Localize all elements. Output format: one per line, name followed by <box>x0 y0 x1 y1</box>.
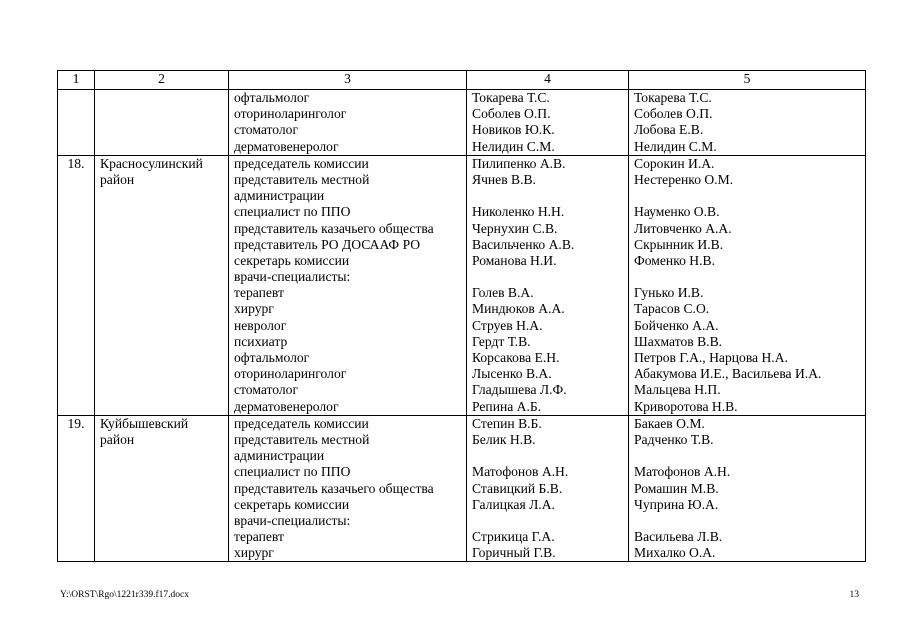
cell-line: секретарь комиссии <box>234 496 350 512</box>
cell-line: представитель РО ДОСААФ РО <box>234 236 421 252</box>
cell-line: Нелидин С.М. <box>634 138 717 154</box>
table-row <box>58 155 866 415</box>
header-cell: 4 <box>467 71 629 90</box>
cell-line: стоматолог <box>234 382 299 398</box>
cell-line: Нестеренко О.М. <box>634 171 734 187</box>
cell-line: Ячнев В.В. <box>472 171 536 187</box>
cell-line: офтальмолог <box>234 90 310 105</box>
cell-line: терапевт <box>234 529 284 545</box>
cell-line: Токарева Т.С. <box>472 90 550 105</box>
cell-line: Тарасов С.О. <box>634 301 710 317</box>
cell-line: дерматовенеролог <box>234 398 339 414</box>
cell-line: Горичный Г.В. <box>472 545 556 561</box>
cell-line <box>472 513 623 529</box>
reserve-cell <box>629 90 866 156</box>
cell-line: Петров Г.А., Нарцова Н.А. <box>634 350 788 365</box>
cell-line: оториноларинголог <box>234 106 347 122</box>
district-cell <box>95 155 229 415</box>
cell-line: терапевт <box>234 285 284 301</box>
cell-line: Чернухин С.В. <box>472 220 558 236</box>
cell-line: Васильева Л.В. <box>634 529 723 545</box>
cell-line: район <box>100 431 135 447</box>
district-cell <box>95 90 229 156</box>
role-cell <box>229 155 467 415</box>
cell-line: Фоменко Н.В. <box>634 252 715 268</box>
cell-line: администрации <box>234 188 325 204</box>
cell-line: Репина А.Б. <box>472 398 542 414</box>
header-cell: 2 <box>95 71 229 90</box>
cell-line <box>634 188 860 204</box>
cell-line: Ставицкий Б.В. <box>472 480 563 496</box>
cell-line: Гердт Т.В. <box>472 333 531 349</box>
cell-line: представитель местной <box>234 171 370 187</box>
district-cell <box>95 415 229 562</box>
cell-line: Стрикица Г.А. <box>472 529 555 545</box>
cell-line: администрации <box>234 448 325 464</box>
cell-line: Токарева Т.С. <box>634 90 712 105</box>
cell-line: председатель комиссии <box>234 155 369 171</box>
cell-line <box>634 513 860 529</box>
cell-line: Мальцева Н.П. <box>634 382 721 398</box>
cell-line: Криворотова Н.В. <box>634 398 738 414</box>
cell-line: Бойченко А.А. <box>634 317 719 333</box>
cell-line: Новиков Ю.К. <box>472 122 555 138</box>
cell-line <box>472 188 623 204</box>
cell-line: Михалко О.А. <box>634 545 716 561</box>
table-row <box>58 415 866 562</box>
cell-line: Матофонов А.Н. <box>472 464 569 480</box>
member-cell <box>467 90 629 156</box>
cell-line: невролог <box>234 317 287 333</box>
cell-line: Куйбышевский <box>100 415 189 431</box>
row-number-cell: 19. <box>58 415 95 562</box>
cell-line <box>634 448 860 464</box>
cell-line: Шахматов В.В. <box>634 333 723 349</box>
reserve-cell <box>629 415 866 562</box>
footer-page-number: 13 <box>849 590 859 600</box>
cell-line: Бакаев О.М. <box>634 415 705 431</box>
cell-line: специалист по ППО <box>234 204 351 220</box>
row-number-cell <box>58 90 95 156</box>
cell-line: Соболев О.П. <box>634 106 713 122</box>
cell-line: Литовченко А.А. <box>634 220 732 236</box>
role-cell <box>229 415 467 562</box>
header-cell: 3 <box>229 71 467 90</box>
member-cell <box>467 415 629 562</box>
cell-line: Корсакова Е.Н. <box>472 350 560 365</box>
table-row <box>58 90 866 156</box>
commission-table <box>57 70 866 562</box>
footer-file-path: Y:\ORST\Rgo\1221r339.f17.docx <box>60 590 189 600</box>
cell-line: Лысенко В.А. <box>472 366 552 382</box>
cell-line: Радченко Т.В. <box>634 431 714 447</box>
reserve-cell <box>629 155 866 415</box>
cell-line: секретарь комиссии <box>234 252 350 268</box>
cell-line: Гладышева Л.Ф. <box>472 382 567 398</box>
cell-line: Соболев О.П. <box>472 106 551 122</box>
cell-line: психиатр <box>234 333 288 349</box>
role-cell <box>229 90 467 156</box>
cell-line: Белик Н.В. <box>472 431 536 447</box>
cell-line: специалист по ППО <box>234 464 351 480</box>
header-row <box>58 71 866 90</box>
cell-line <box>472 269 623 285</box>
cell-line: представитель казачьего общества <box>234 220 434 236</box>
header-cell: 1 <box>58 71 95 90</box>
cell-line: хирург <box>234 545 274 561</box>
cell-line: Науменко О.В. <box>634 204 720 220</box>
cell-line: врачи-специалисты: <box>234 512 351 528</box>
cell-line: Абакумова И.Е., Васильева И.А. <box>634 366 822 382</box>
cell-line: представитель местной <box>234 431 370 447</box>
cell-line: врачи-специалисты: <box>234 269 351 285</box>
cell-line <box>634 269 860 285</box>
cell-line: Гунько И.В. <box>634 285 704 301</box>
cell-line: Красносулинский <box>100 155 203 171</box>
cell-line: Миндюков А.А. <box>472 301 565 317</box>
header-cell: 5 <box>629 71 866 90</box>
cell-line: Матофонов А.Н. <box>634 464 731 480</box>
cell-line: Романова Н.И. <box>472 252 557 268</box>
cell-line: представитель казачьего общества <box>234 480 434 496</box>
cell-line: Пилипенко А.В. <box>472 155 566 171</box>
cell-line: оториноларинголог <box>234 366 347 382</box>
cell-line: Струев Н.А. <box>472 317 543 333</box>
cell-line: Сорокин И.А. <box>634 155 715 171</box>
cell-line: дерматовенеролог <box>234 138 339 154</box>
cell-line: Скрынник И.В. <box>634 236 724 252</box>
cell-line: Лобова Е.В. <box>634 122 704 138</box>
cell-line: Николенко Н.Н. <box>472 204 565 220</box>
cell-line: Чуприна Ю.А. <box>634 496 719 512</box>
cell-line: Ромашин М.В. <box>634 480 719 496</box>
cell-line: район <box>100 171 135 187</box>
row-number-cell: 18. <box>58 155 95 415</box>
cell-line: Нелидин С.М. <box>472 138 555 154</box>
cell-line: стоматолог <box>234 122 299 138</box>
cell-line: Галицкая Л.А. <box>472 496 555 512</box>
cell-line: Васильченко А.В. <box>472 236 575 252</box>
cell-line: Степин В.Б. <box>472 415 542 431</box>
member-cell <box>467 155 629 415</box>
cell-line: хирург <box>234 301 274 317</box>
cell-line: Голев В.А. <box>472 285 534 301</box>
cell-line <box>472 448 623 464</box>
cell-line: офтальмолог <box>234 350 310 365</box>
cell-line: председатель комиссии <box>234 415 369 431</box>
